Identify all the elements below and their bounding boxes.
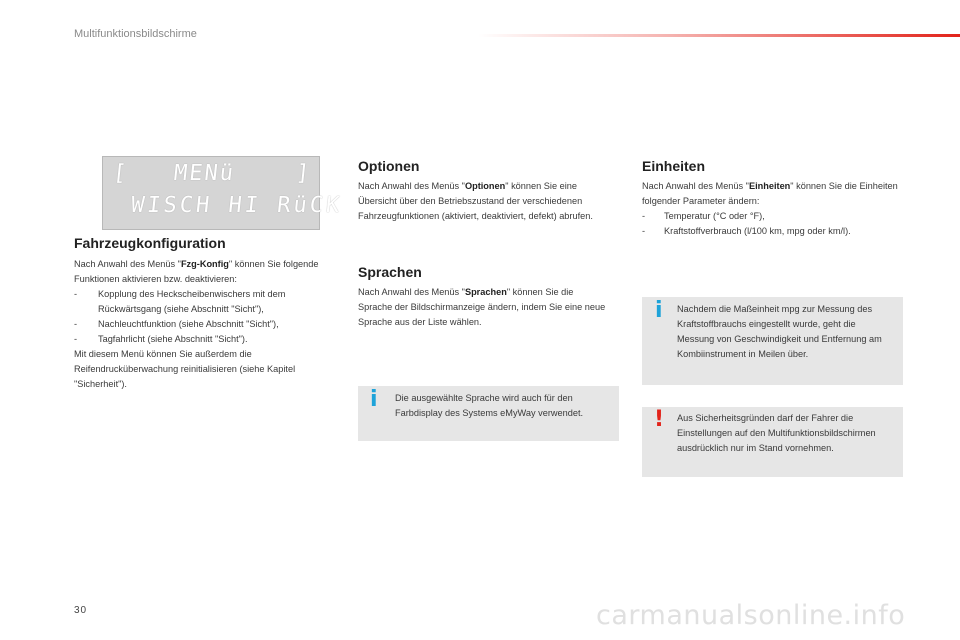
list-item: - Temperatur (°C oder °F), xyxy=(642,209,904,224)
fahrzeug-outro: Mit diesem Menü können Sie außerdem die Reifendrucküberwachung reinitialisieren (siehe Kapitel "Sicherheit"). xyxy=(74,349,296,389)
info-icon: i xyxy=(655,298,663,323)
warning-icon: ! xyxy=(654,407,665,432)
info-icon: i xyxy=(370,387,378,412)
list-item: - Tagfahrlicht (siehe Abschnitt "Sicht"). xyxy=(74,332,326,347)
lcd-display-image xyxy=(102,156,344,230)
sprachen-body: Nach Anwahl des Menüs "Sprachen" können Sie die Sprache der Bildschirmanzeige ändern, indem Sie eine neue Sprache aus der Liste wählen. xyxy=(358,287,606,327)
list-item: - Kopplung des Heckscheibenwischers mit dem Rückwärtsgang (siehe Abschnitt "Sicht"), xyxy=(74,287,326,317)
watermark: carmanualsonline.info xyxy=(596,600,906,631)
einheiten-warning-text: Aus Sicherheitsgründen darf der Fahrer die Einstellungen auf den Multifunktionsbildschirmen ausdrücklich nur im Stand vornehmen. xyxy=(677,413,876,453)
page-number: 30 xyxy=(74,605,88,616)
sprachen-menu-name: Sprachen xyxy=(464,287,507,297)
sprachen-title: Sprachen xyxy=(358,264,422,280)
optionen-title: Optionen xyxy=(358,158,420,174)
list-item: - Nachleuchtfunktion (siehe Abschnitt "Sicht"), xyxy=(74,317,326,332)
fahrzeug-function-list xyxy=(74,287,326,347)
lcd-line-options: WISCH HI RüCK xyxy=(129,193,344,218)
header-accent-bar xyxy=(478,34,960,37)
einheiten-warning-box xyxy=(642,407,903,477)
optionen-menu-name: Optionen xyxy=(464,181,506,191)
section-header: Multifunktionsbildschirme xyxy=(74,28,197,40)
sprachen-info-text: Die ausgewählte Sprache wird auch für den Farbdisplay des Systems eMyWay verwendet. xyxy=(395,393,584,418)
einheiten-info-text: Nachdem die Maßeinheit mpg zur Messung des Kraftstoffbrauchs eingestellt wurde, geht die Messung von Geschwindigkeit und Entfernung am Kombiinstrument in Meilen über. xyxy=(677,304,882,359)
einheiten-menu-name: Einheiten xyxy=(748,181,791,191)
fahrzeug-menu-name: Fzg-Konfig xyxy=(180,259,229,269)
fahrzeug-title: Fahrzeugkonfiguration xyxy=(74,235,226,251)
einheiten-intro: Nach Anwahl des Menüs "Einheiten" können Sie die Einheiten folgender Parameter ändern: xyxy=(642,181,898,206)
einheiten-parameter-list xyxy=(642,209,904,239)
einheiten-title: Einheiten xyxy=(642,158,706,174)
optionen-body: Nach Anwahl des Menüs "Optionen" können Sie eine Übersicht über den Betriebszustand der verschiedenen Fahrzeugfunktionen (aktiviert, deaktiviert, defekt) abrufen. xyxy=(358,181,593,221)
lcd-line-menu: [ MENü ] xyxy=(111,161,313,186)
einheiten-info-box xyxy=(642,297,903,385)
fahrzeug-body xyxy=(74,257,326,392)
list-item: - Kraftstoffverbrauch (l/100 km, mpg oder km/l). xyxy=(642,224,904,239)
fahrzeug-intro: Nach Anwahl des Menüs "Fzg-Konfig" können Sie folgende Funktionen aktivieren bzw. deaktivieren: xyxy=(74,259,319,284)
einheiten-body xyxy=(642,179,904,239)
sprachen-info-box xyxy=(358,386,619,441)
